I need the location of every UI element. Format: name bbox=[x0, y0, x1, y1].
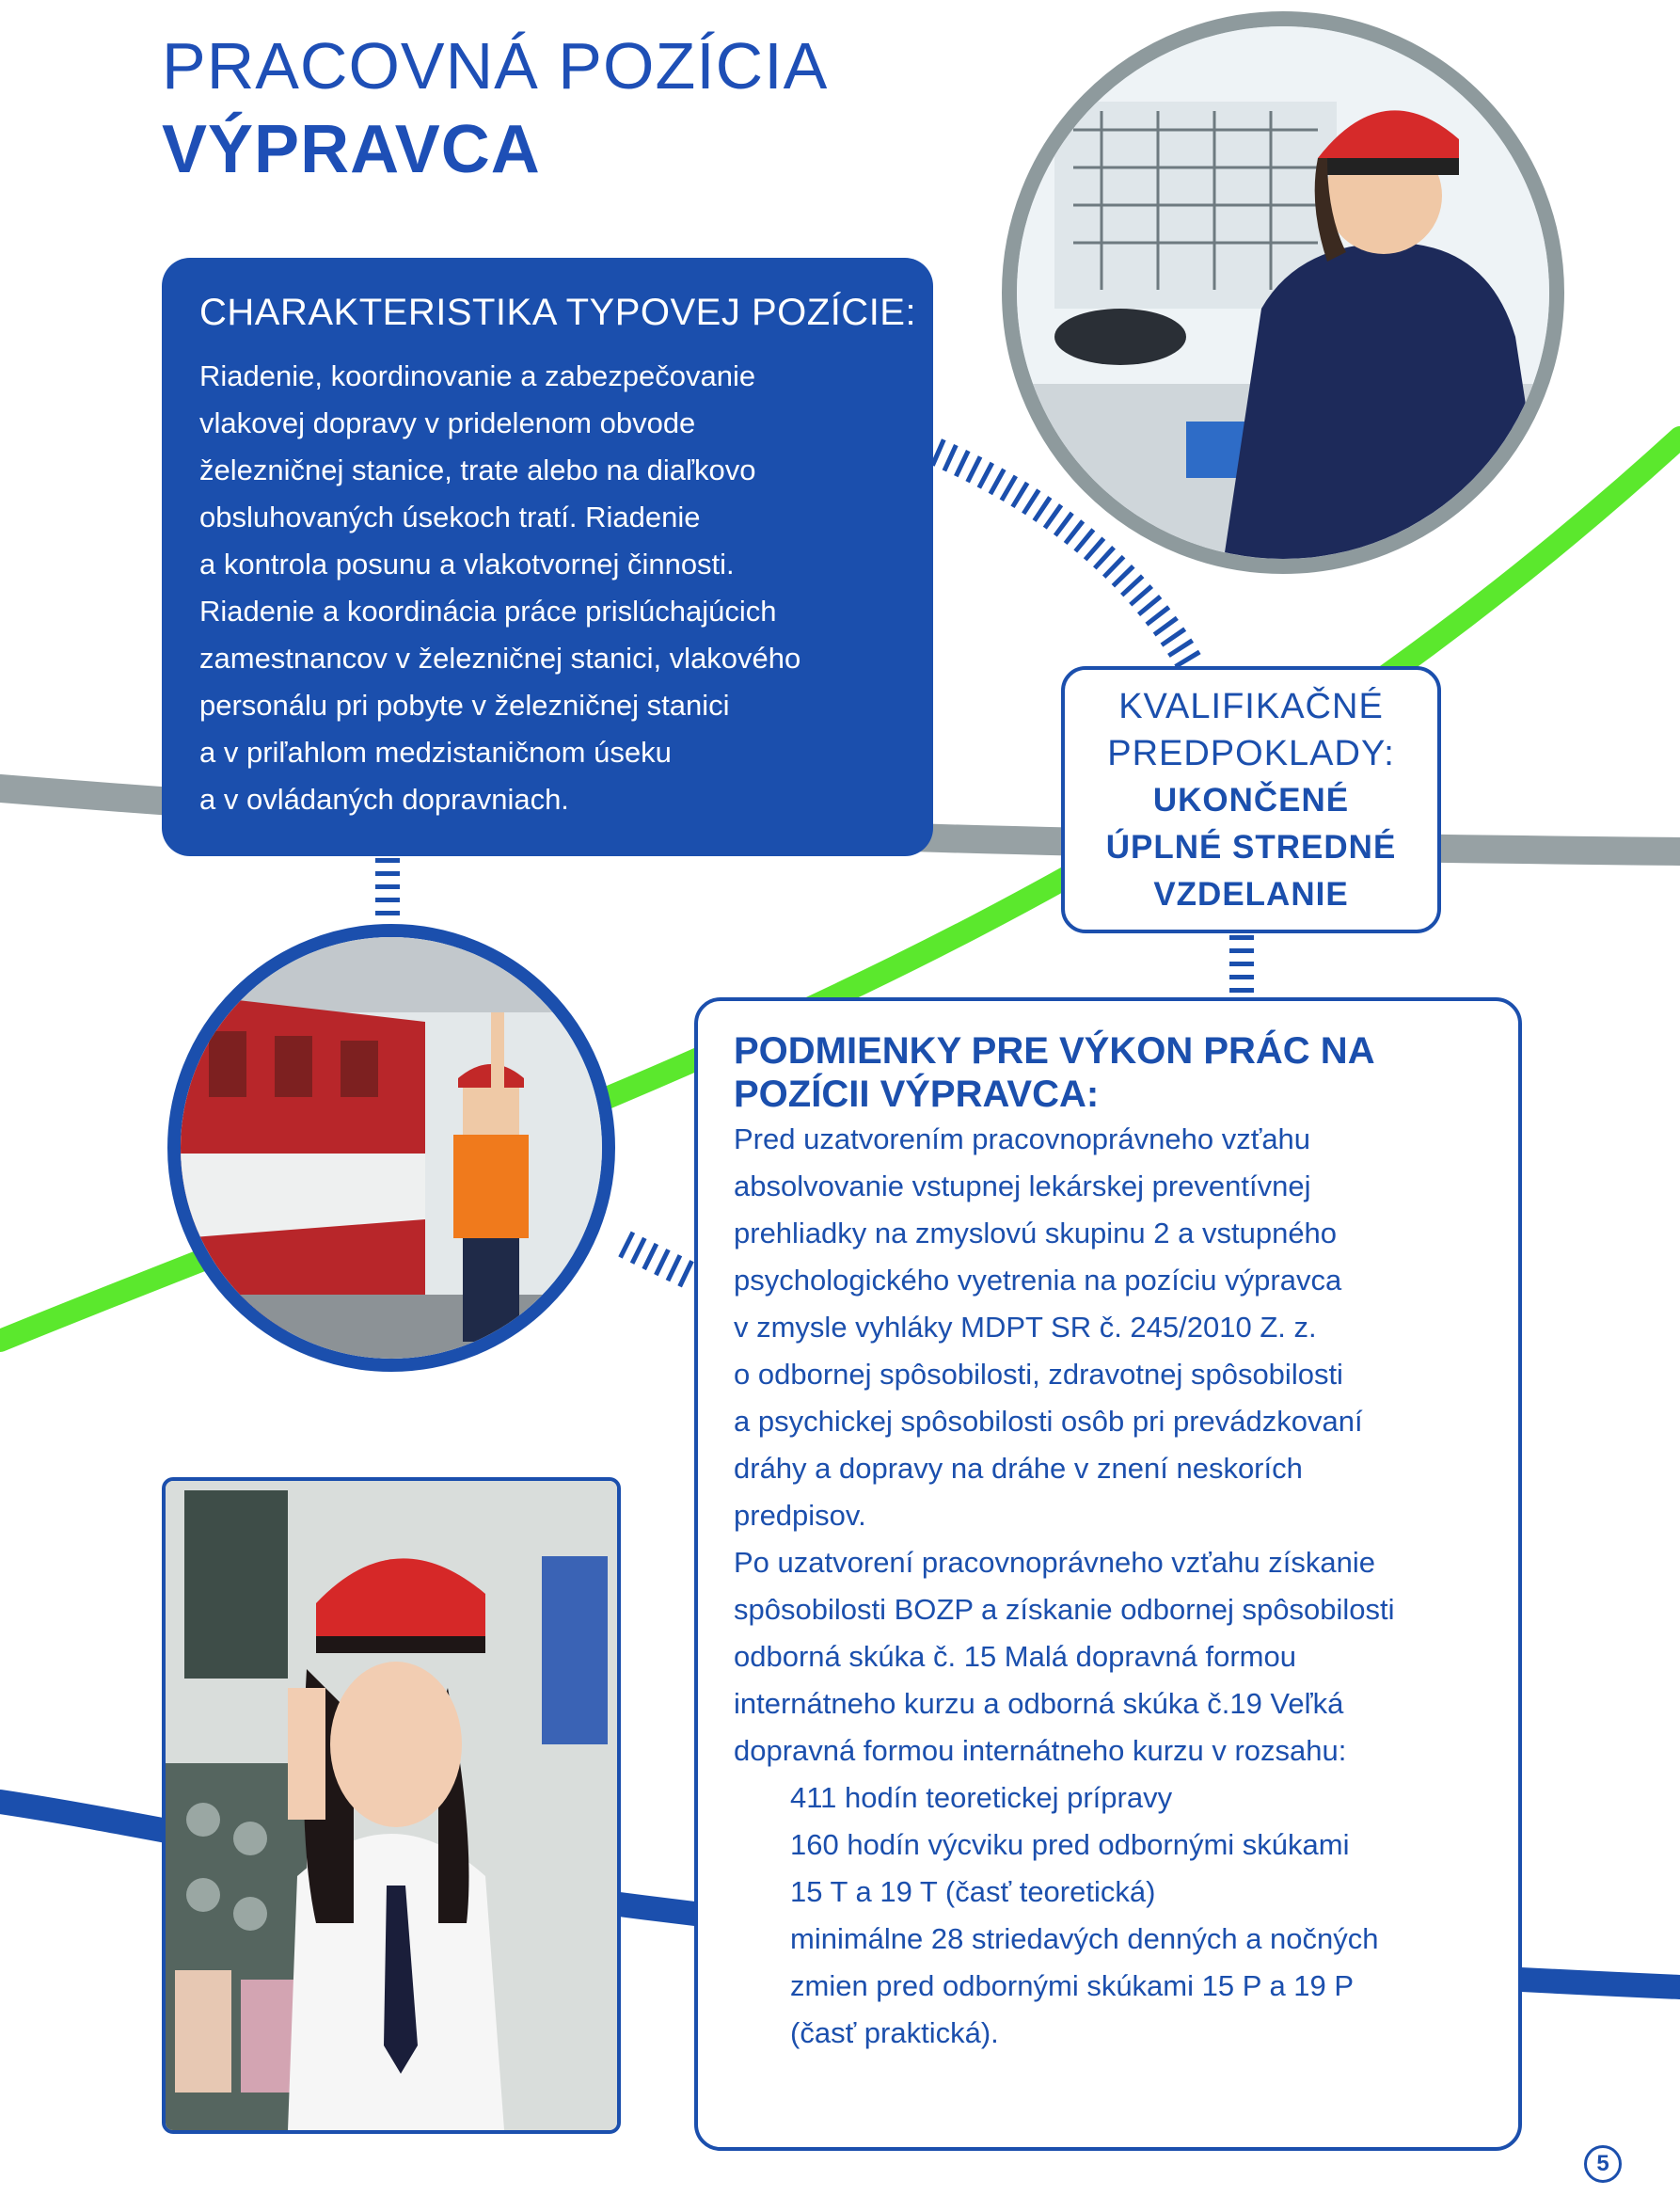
qualification-value: VZDELANIE bbox=[1153, 876, 1349, 913]
page-number: 5 bbox=[1584, 2145, 1622, 2183]
qualification-heading: KVALIFIKAČNÉ bbox=[1118, 687, 1384, 726]
text-line: dráhy a dopravy na dráhe v znení neskorích bbox=[734, 1452, 1303, 1485]
qualification-heading: PREDPOKLADY: bbox=[1107, 734, 1395, 773]
characteristic-panel bbox=[162, 258, 933, 856]
qualification-value: UKONČENÉ bbox=[1152, 782, 1350, 819]
characteristic-heading: CHARAKTERISTIKA TYPOVEJ POZÍCIE: bbox=[199, 292, 917, 333]
text-line: a psychickej spôsobilosti osôb pri prevádzkovaní bbox=[734, 1405, 1363, 1438]
indented-line: zmien pred odbornými skúkami 15 P a 19 P bbox=[790, 1969, 1355, 2002]
text-line: Riadenie, koordinovanie a zabezpečovanie bbox=[199, 359, 756, 392]
text-line: internátneho kurzu a odborná skúka č.19 Veľká bbox=[734, 1687, 1344, 1720]
text-line: absolvovanie vstupnej lekárskej preventívnej bbox=[734, 1170, 1311, 1202]
indented-line: 160 hodín výcviku pred odbornými skúkami bbox=[790, 1828, 1350, 1861]
indented-line: 15 T a 19 T (časť teoretická) bbox=[790, 1875, 1156, 1908]
text-line: odborná skúka č. 15 Malá dopravná formou bbox=[734, 1640, 1296, 1673]
dispatcher-phone-photo bbox=[1002, 11, 1564, 574]
conditions-panel bbox=[694, 997, 1522, 2151]
qualification-value: ÚPLNÉ STREDNÉ bbox=[1105, 829, 1397, 866]
text-line: a v priľahlom medzistaničnom úseku bbox=[199, 736, 672, 769]
text-line: obsluhovaných úsekoch tratí. Riadenie bbox=[199, 501, 701, 533]
train-platform-photo bbox=[167, 924, 615, 1372]
conditions-heading: PODMIENKY PRE VÝKON PRÁC NA POZÍCII VÝPRAVCA: bbox=[734, 1030, 1374, 1115]
text-line: spôsobilosti BOZP a získanie odbornej spôsobilosti bbox=[734, 1593, 1395, 1626]
indented-line: (časť praktická). bbox=[790, 2016, 999, 2049]
qualification-panel bbox=[1061, 666, 1441, 933]
conditions-text bbox=[734, 1116, 1518, 2057]
text-line: zamestnancov v železničnej stanici, vlakového bbox=[199, 642, 801, 675]
text-line: o odbornej spôsobilosti, zdravotnej spôsobilosti bbox=[734, 1358, 1343, 1391]
text-line: prehliadky na zmyslovú skupinu 2 a vstupného bbox=[734, 1217, 1338, 1249]
characteristic-text bbox=[199, 353, 895, 823]
page-title: PRACOVNÁ POZÍCIA bbox=[162, 29, 829, 103]
text-line: Riadenie a koordinácia práce prislúchajúcich bbox=[199, 595, 777, 628]
text-line: personálu pri pobyte v železničnej stanici bbox=[199, 689, 730, 722]
indented-line: 411 hodín teoretickej prípravy bbox=[790, 1781, 1173, 1814]
text-line: predpisov. bbox=[734, 1499, 866, 1532]
indented-line: minimálne 28 striedavých denných a nočných bbox=[790, 1922, 1379, 1955]
text-line: psychologického vyetrenia na pozíciu výpravca bbox=[734, 1264, 1342, 1297]
text-line: železničnej stanice, trate alebo na diaľkovo bbox=[199, 454, 756, 486]
dashed-connector bbox=[625, 1244, 694, 1278]
text-line: a kontrola posunu a vlakotvornej činnosti. bbox=[199, 548, 735, 581]
text-line: vlakovej dopravy v pridelenom obvode bbox=[199, 406, 696, 439]
dispatcher-lever-photo bbox=[162, 1477, 621, 2134]
text-line: dopravná formou internátneho kurzu v rozsahu: bbox=[734, 1734, 1347, 1767]
text-line: a v ovládaných dopravniach. bbox=[199, 783, 569, 816]
text-line: v zmysle vyhláky MDPT SR č. 245/2010 Z. z. bbox=[734, 1311, 1317, 1344]
text-line: Pred uzatvorením pracovnoprávneho vzťahu bbox=[734, 1122, 1311, 1155]
page-subtitle: VÝPRAVCA bbox=[162, 112, 541, 187]
text-line: Po uzatvorení pracovnoprávneho vzťahu získanie bbox=[734, 1546, 1375, 1579]
